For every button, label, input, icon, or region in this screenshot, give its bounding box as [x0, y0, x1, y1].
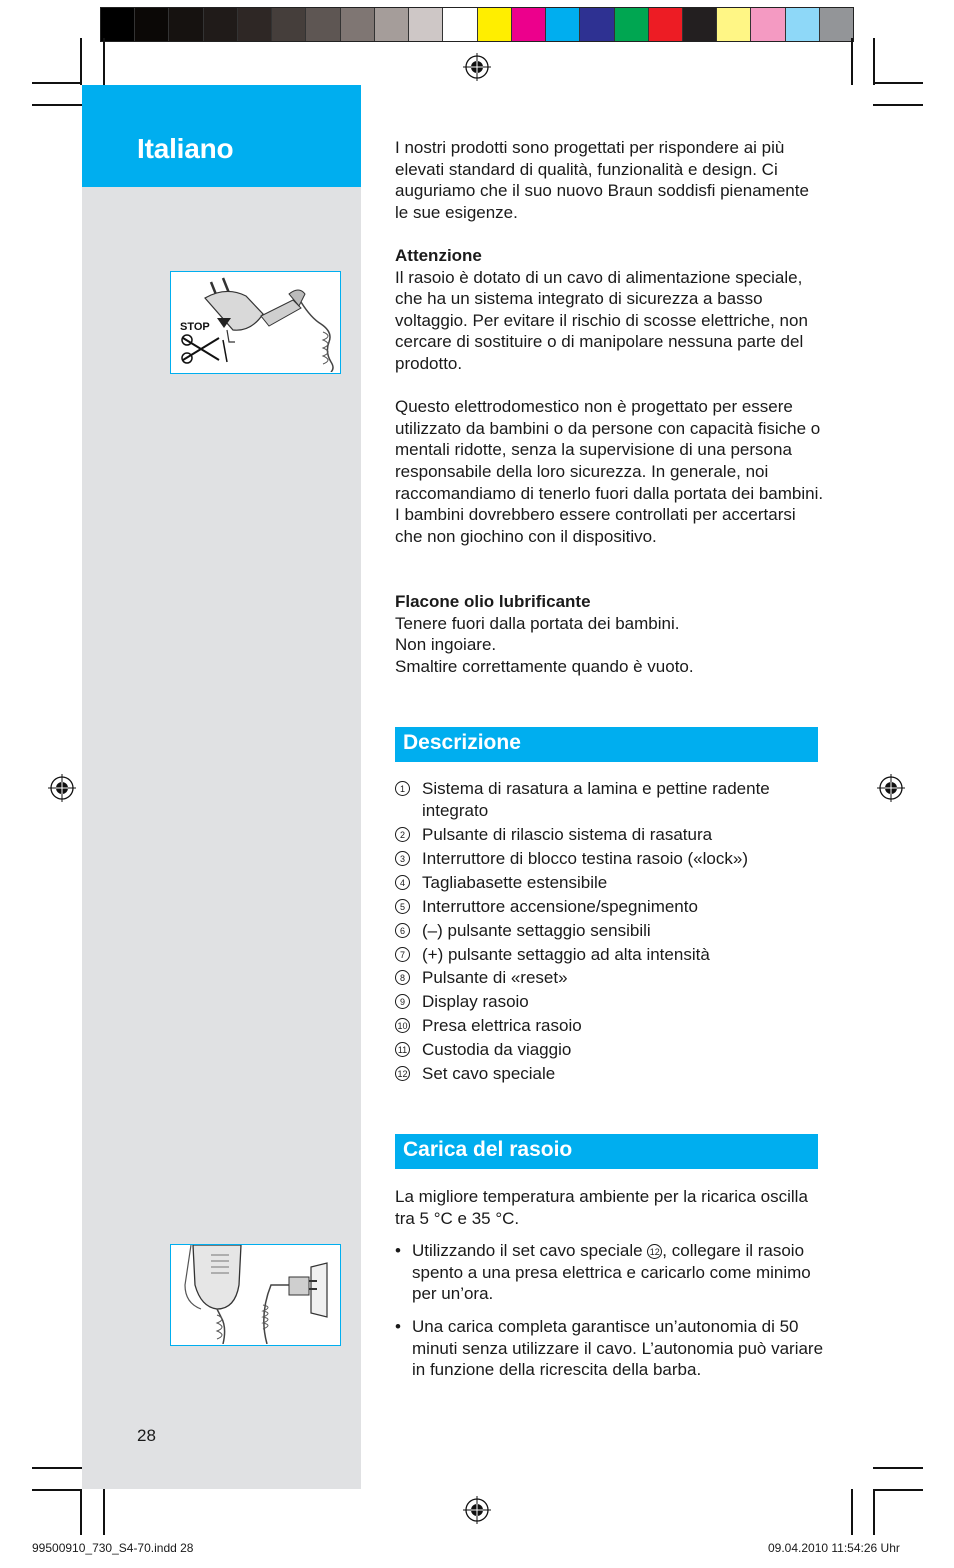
color-swatch — [375, 8, 409, 41]
crop-mark — [873, 1489, 923, 1491]
registration-mark-icon — [463, 53, 491, 81]
color-swatch — [443, 8, 477, 41]
item-text: (–) pulsante settaggio sensibili — [422, 920, 651, 940]
item-number-badge: 8 — [395, 970, 410, 985]
oil-line: Tenere fuori dalla portata dei bambini. — [395, 613, 680, 633]
crop-mark — [873, 1489, 875, 1535]
item-text: (+) pulsante settaggio ad alta intensità — [422, 944, 710, 964]
color-swatch — [204, 8, 238, 41]
list-item — [395, 967, 825, 989]
item-text: Interruttore accensione/spegnimento — [422, 896, 698, 916]
item-text: Sistema di rasatura a lamina e pettine radente integrato — [422, 779, 770, 820]
item-number-badge: 12 — [647, 1244, 662, 1259]
footer-file-info: 99500910_730_S4-70.indd 28 — [32, 1541, 194, 1555]
item-number-badge: 10 — [395, 1018, 410, 1033]
crop-mark — [80, 1489, 82, 1535]
bullet-icon: • — [395, 1316, 401, 1336]
crop-mark — [873, 38, 875, 85]
color-swatch — [580, 8, 614, 41]
item-text: Set cavo speciale — [422, 1064, 556, 1084]
registration-mark-icon — [48, 774, 76, 802]
color-swatch — [717, 8, 751, 41]
crop-mark — [851, 38, 853, 85]
item-text: Tagliabasette estensibile — [422, 872, 608, 892]
section-header-charging — [395, 1134, 818, 1169]
oil-heading: Flacone olio lubrificante — [395, 592, 591, 611]
color-swatch — [751, 8, 785, 41]
shaver-charging-icon — [171, 1245, 339, 1344]
section-title: Descrizione — [403, 731, 521, 754]
page-number: 28 — [137, 1426, 156, 1445]
charging-section — [395, 1186, 825, 1381]
item-number-badge: 11 — [395, 1042, 410, 1057]
color-swatch — [101, 8, 135, 41]
list-item — [395, 1015, 825, 1037]
color-swatch — [478, 8, 512, 41]
color-swatch — [169, 8, 203, 41]
registration-mark-icon — [877, 774, 905, 802]
crop-mark — [32, 1489, 82, 1491]
list-item — [395, 896, 825, 918]
color-swatch — [409, 8, 443, 41]
crop-mark — [80, 38, 82, 85]
color-swatch — [615, 8, 649, 41]
item-number-badge: 12 — [395, 1066, 410, 1081]
crop-mark — [873, 1467, 923, 1469]
page-title: Italiano — [137, 133, 234, 164]
item-number-badge: 9 — [395, 994, 410, 1009]
intro-paragraph: I nostri prodotti sono progettati per rispondere ai più elevati standard di qualità, funzionalità e design. Ci auguriamo che il suo nuovo Braun soddisfi pienamente le sue esigenze. — [395, 138, 809, 222]
color-swatch — [238, 8, 272, 41]
list-item — [395, 778, 825, 821]
oil-line: Non ingoiare. — [395, 635, 497, 655]
attention-heading: Attenzione — [395, 246, 482, 265]
color-swatch — [341, 8, 375, 41]
list-item — [395, 1039, 825, 1061]
crop-mark — [873, 82, 923, 84]
color-swatch — [135, 8, 169, 41]
item-number-badge: 2 — [395, 827, 410, 842]
registration-mark-icon — [463, 1496, 491, 1524]
crop-mark — [851, 1489, 853, 1535]
section-title: Carica del rasoio — [403, 1138, 573, 1161]
attention-paragraph: Il rasoio è dotato di un cavo di alimentazione speciale, che ha un sistema integrato di sicurezza a basso voltaggio. Per evitare il rischio di scosse elettriche, non cercare di sostituire o di manipolare nessuna parte del prodotto. — [395, 267, 808, 373]
footer-timestamp: 09.04.2010 11:54:26 Uhr — [768, 1541, 900, 1555]
list-item — [395, 872, 825, 894]
list-item — [395, 944, 825, 966]
item-text: Presa elettrica rasoio — [422, 1016, 582, 1036]
color-swatch — [683, 8, 717, 41]
list-item — [395, 1063, 825, 1085]
intro-section — [395, 137, 825, 223]
item-number-badge: 7 — [395, 947, 410, 962]
list-item: • Utilizzando il set cavo speciale 12 , collegare il rasoio spento a una presa elettrica e caricarlo come minimo per un’ora. — [395, 1241, 811, 1304]
item-text: Custodia da viaggio — [422, 1040, 572, 1060]
item-text: Pulsante di «reset» — [422, 968, 568, 988]
bullet-icon: • — [395, 1241, 401, 1261]
item-number-badge: 4 — [395, 875, 410, 890]
color-swatch — [306, 8, 340, 41]
item-text: Pulsante di rilascio sistema di rasatura — [422, 824, 713, 844]
description-list — [395, 778, 825, 1087]
plug-cord-stop-icon — [171, 272, 339, 372]
crop-mark — [32, 1467, 82, 1469]
color-swatch — [272, 8, 306, 41]
section-header-description — [395, 727, 818, 762]
print-color-bar — [100, 7, 854, 42]
charging-intro: La migliore temperatura ambiente per la ricarica oscilla tra 5 °C e 35 °C. — [395, 1187, 808, 1228]
crop-mark — [103, 1489, 105, 1535]
color-swatch — [649, 8, 683, 41]
oil-section — [395, 591, 825, 677]
list-item — [395, 991, 825, 1013]
color-swatch — [512, 8, 546, 41]
item-number-badge: 6 — [395, 923, 410, 938]
list-item — [395, 848, 825, 870]
item-number-badge: 3 — [395, 851, 410, 866]
crop-mark — [103, 38, 105, 85]
attention-paragraph: Questo elettrodomestico non è progettato per essere utilizzato da bambini o da persone con capacità fisiche o mentali ridotte, senza la supervisione di una persona responsabile della loro sicurezza. In generale, noi raccomandiamo di tenerlo fuori dalla portata dei bambini. — [395, 397, 824, 503]
list-item — [395, 920, 825, 942]
color-swatch — [786, 8, 820, 41]
stop-label: STOP — [180, 321, 210, 333]
color-swatch — [820, 8, 853, 41]
attention-section — [395, 245, 825, 547]
list-item: • Una carica completa garantisce un’autonomia di 50 minuti senza utilizzare il cavo. L’autonomia può variare in funzione della ricrescita della barba. — [395, 1316, 824, 1380]
oil-line: Smaltire correttamente quando è vuoto. — [395, 656, 694, 676]
item-number-badge: 5 — [395, 899, 410, 914]
attention-paragraph: I bambini dovrebbero essere controllati per accertarsi che non giochino con il dispositivo. — [395, 505, 796, 546]
plug-cord-illustration — [170, 271, 341, 374]
color-swatch — [546, 8, 580, 41]
shaver-charging-illustration — [170, 1244, 341, 1346]
crop-mark — [32, 82, 82, 84]
crop-mark — [32, 104, 82, 106]
item-text: Interruttore di blocco testina rasoio («lock») — [422, 848, 748, 868]
item-text: Display rasoio — [422, 992, 529, 1012]
crop-mark — [873, 104, 923, 106]
list-item — [395, 824, 825, 846]
item-number-badge: 1 — [395, 781, 410, 796]
